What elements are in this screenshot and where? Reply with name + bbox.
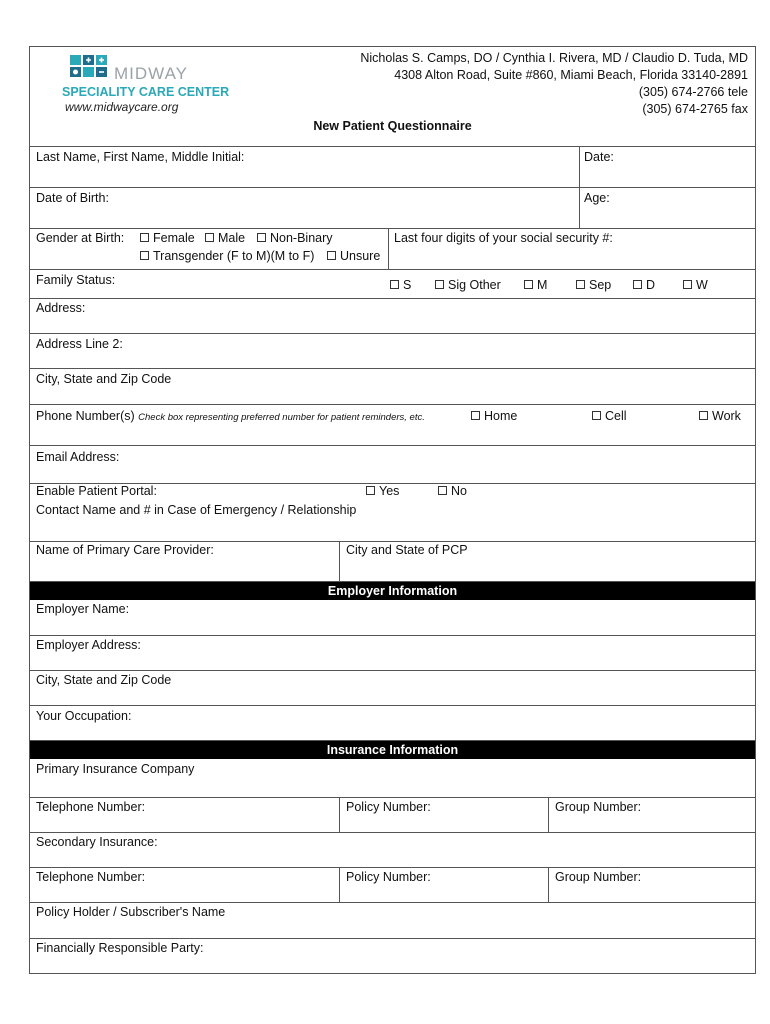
family-status-label: Family Status: xyxy=(36,273,116,287)
employer-name-label[interactable]: Employer Name: xyxy=(36,602,130,616)
website-link[interactable]: www.midwaycare.org xyxy=(65,100,179,114)
secondary-group-label[interactable]: Group Number: xyxy=(555,870,642,884)
logo-icon-grid xyxy=(70,55,107,77)
gender-option-transgender[interactable]: Transgender (F to M)(M to F) xyxy=(140,249,314,264)
date-field-label[interactable]: Date: xyxy=(584,150,614,164)
employer-address-label[interactable]: Employer Address: xyxy=(36,638,141,652)
checkbox-icon[interactable] xyxy=(633,280,642,289)
checkbox-icon[interactable] xyxy=(327,251,336,260)
checkbox-icon[interactable] xyxy=(140,233,149,242)
secondary-policy-label[interactable]: Policy Number: xyxy=(346,870,431,884)
checkbox-icon[interactable] xyxy=(592,411,601,420)
employer-city-label[interactable]: City, State and Zip Code xyxy=(36,673,172,687)
questionnaire-form xyxy=(29,46,756,974)
portal-option-no[interactable]: No xyxy=(438,484,467,499)
primary-policy-label[interactable]: Policy Number: xyxy=(346,800,431,814)
family-option-w[interactable]: W xyxy=(683,278,708,293)
city-state-zip-label[interactable]: City, State and Zip Code xyxy=(36,372,172,386)
checkbox-icon[interactable] xyxy=(683,280,692,289)
checkbox-icon[interactable] xyxy=(699,411,708,420)
checkbox-icon[interactable] xyxy=(435,280,444,289)
email-field-label[interactable]: Email Address: xyxy=(36,450,120,464)
address2-field-label[interactable]: Address Line 2: xyxy=(36,337,123,351)
checkbox-icon[interactable] xyxy=(257,233,266,242)
checkbox-icon[interactable] xyxy=(140,251,149,260)
checkbox-icon[interactable] xyxy=(471,411,480,420)
pcp-city-label[interactable]: City and State of PCP xyxy=(346,543,468,557)
checkbox-icon[interactable] xyxy=(366,486,375,495)
secondary-telephone-label[interactable]: Telephone Number: xyxy=(36,870,146,884)
checkbox-icon[interactable] xyxy=(205,233,214,242)
phone-numbers-label: Phone Number(s) Check box representing preferred number for patient reminders, etc. xyxy=(36,409,425,423)
gender-option-unsure[interactable]: Unsure xyxy=(327,249,380,264)
checkbox-icon[interactable] xyxy=(576,280,585,289)
age-field-label[interactable]: Age: xyxy=(584,191,610,205)
midway-logo xyxy=(62,53,230,115)
page-title: New Patient Questionnaire xyxy=(313,119,472,133)
family-option-s[interactable]: S xyxy=(390,278,411,293)
ssn-field-label[interactable]: Last four digits of your social security #: xyxy=(394,231,613,245)
occupation-label[interactable]: Your Occupation: xyxy=(36,709,132,723)
name-field-label[interactable]: Last Name, First Name, Middle Initial: xyxy=(36,150,245,164)
checkbox-icon[interactable] xyxy=(390,280,399,289)
gender-option-female[interactable]: Female xyxy=(140,231,195,246)
portal-label: Enable Patient Portal: xyxy=(36,484,157,498)
gender-option-male[interactable]: Male xyxy=(205,231,245,246)
practice-phone: (305) 674-2766 tele xyxy=(638,85,748,99)
doctor-names: Nicholas S. Camps, DO / Cynthia I. Rivera, MD / Claudio D. Tuda, MD xyxy=(360,51,748,65)
primary-insurance-label[interactable]: Primary Insurance Company xyxy=(36,762,195,776)
practice-address: 4308 Alton Road, Suite #860, Miami Beach, Florida 33140-2891 xyxy=(394,68,748,82)
checkbox-icon[interactable] xyxy=(524,280,533,289)
phone-option-home[interactable]: Home xyxy=(471,409,517,424)
primary-telephone-label[interactable]: Telephone Number: xyxy=(36,800,146,814)
responsible-party-label[interactable]: Financially Responsible Party: xyxy=(36,941,204,955)
phone-option-work[interactable]: Work xyxy=(699,409,741,424)
gender-option-nonbinary[interactable]: Non-Binary xyxy=(257,231,333,246)
family-option-m[interactable]: M xyxy=(524,278,547,293)
phone-option-cell[interactable]: Cell xyxy=(592,409,627,424)
gender-label: Gender at Birth: xyxy=(36,231,125,245)
employer-section-header: Employer Information xyxy=(30,582,755,600)
pcp-name-label[interactable]: Name of Primary Care Provider: xyxy=(36,543,214,557)
logo-word: MIDWAY xyxy=(114,64,188,83)
family-option-d[interactable]: D xyxy=(633,278,655,293)
practice-fax: (305) 674-2765 fax xyxy=(642,102,748,116)
emergency-contact-label[interactable]: Contact Name and # in Case of Emergency / Relationship xyxy=(36,503,357,517)
checkbox-icon[interactable] xyxy=(438,486,447,495)
family-option-sig-other[interactable]: Sig Other xyxy=(435,278,501,293)
insurance-section-header: Insurance Information xyxy=(30,741,755,759)
practice-info xyxy=(360,50,748,118)
primary-group-label[interactable]: Group Number: xyxy=(555,800,642,814)
family-option-sep[interactable]: Sep xyxy=(576,278,611,293)
secondary-insurance-label[interactable]: Secondary Insurance: xyxy=(36,835,158,849)
policy-holder-label[interactable]: Policy Holder / Subscriber's Name xyxy=(36,905,226,919)
phone-note: Check box representing preferred number for patient reminders, etc. xyxy=(138,412,425,423)
logo-subtitle: SPECIALITY CARE CENTER xyxy=(62,85,230,99)
address-field-label[interactable]: Address: xyxy=(36,301,86,315)
dob-field-label[interactable]: Date of Birth: xyxy=(36,191,109,205)
portal-option-yes[interactable]: Yes xyxy=(366,484,399,499)
